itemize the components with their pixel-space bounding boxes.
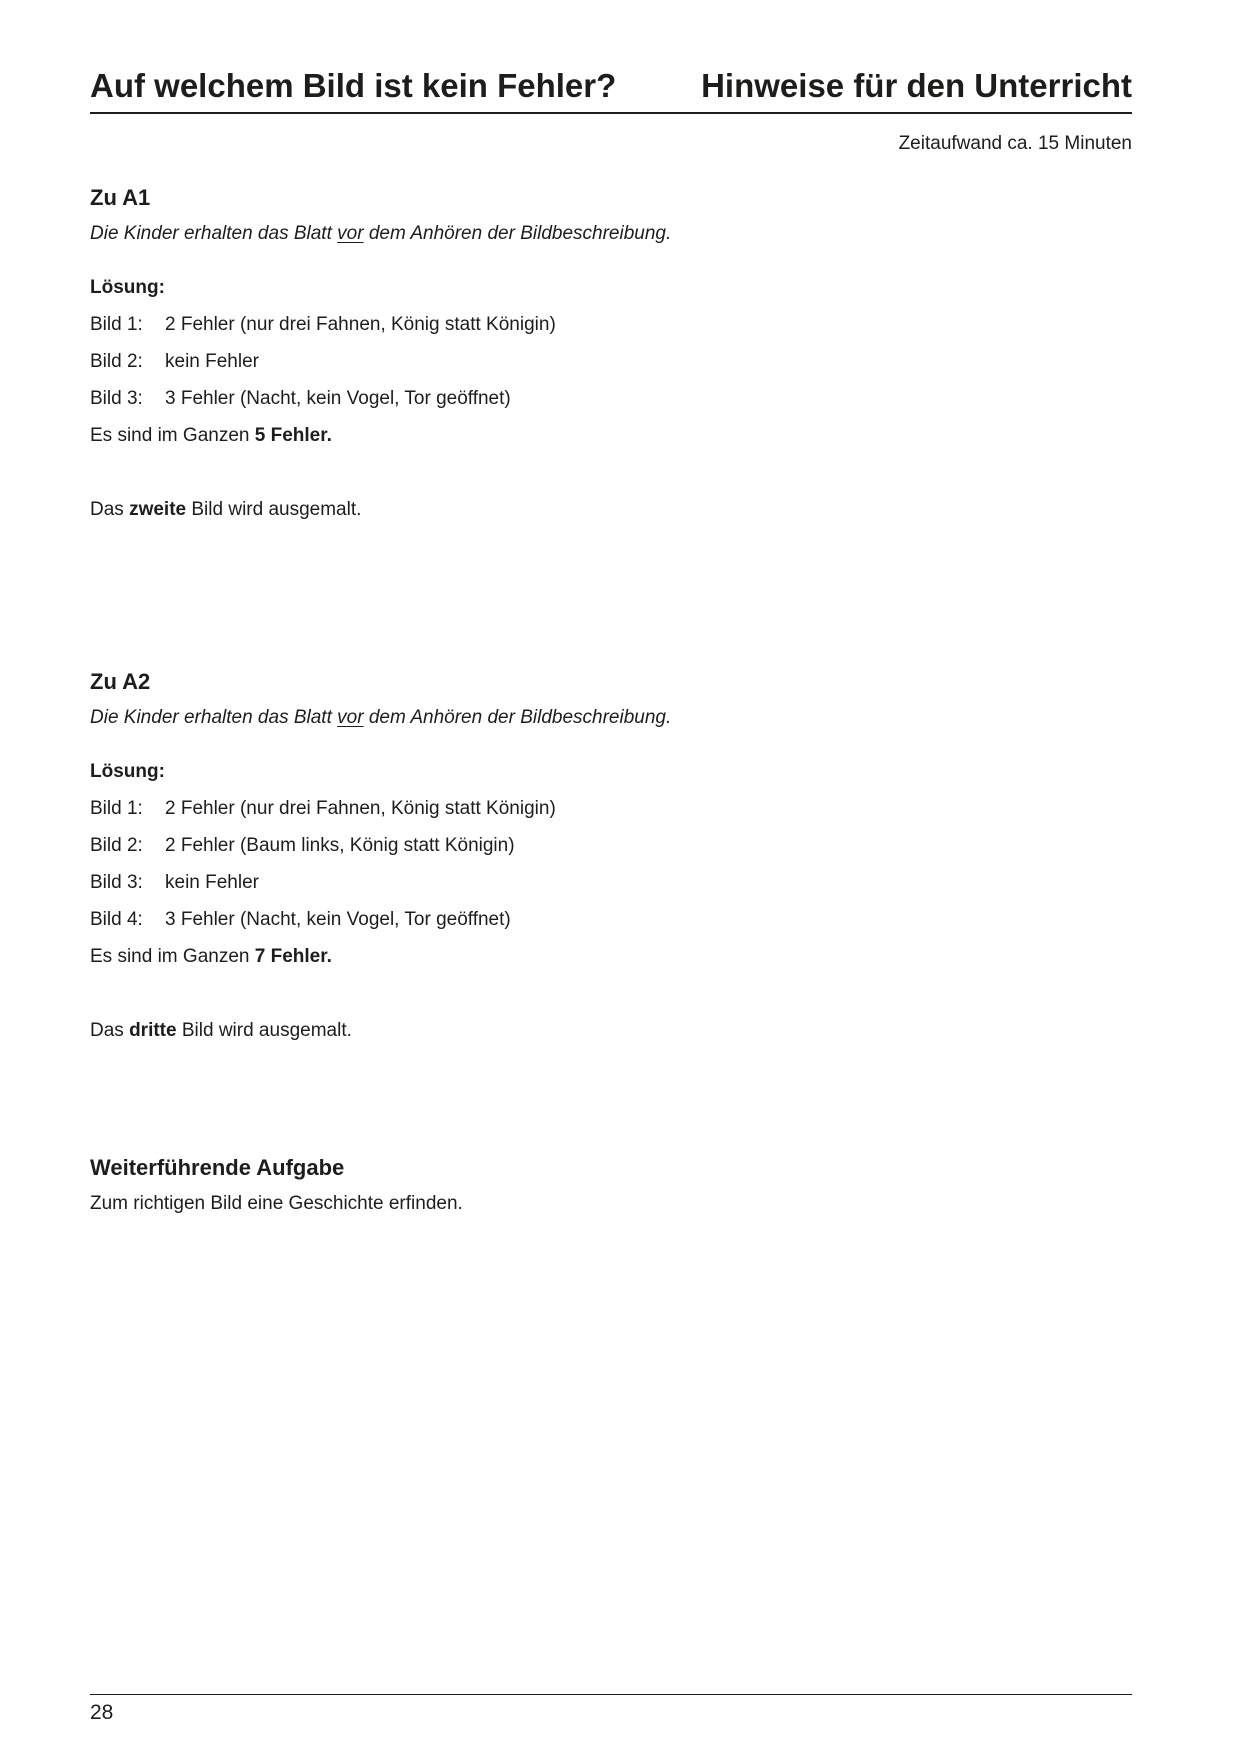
solution-item	[90, 907, 1132, 944]
page-header	[90, 66, 1132, 114]
section-a2	[90, 667, 1132, 1055]
error-total	[90, 423, 1132, 460]
picture-value: kein Fehler	[165, 351, 259, 372]
header-section-label: Hinweise für den Unterricht	[701, 67, 1132, 104]
time-estimate: Zeitaufwand ca. 15 Minuten	[898, 133, 1132, 154]
intro-underlined-word: vor	[337, 223, 364, 244]
picture-value: 2 Fehler (Baum links, König statt Königin)	[165, 835, 515, 856]
total-prefix: Es sind im Ganzen	[90, 425, 255, 446]
footer-divider	[90, 1694, 1132, 1695]
solution-label: Lösung:	[90, 761, 165, 782]
picture-key: Bild 2:	[90, 351, 143, 372]
coloring-instruction	[90, 497, 1132, 534]
solution-label: Lösung:	[90, 277, 165, 298]
coloring-suffix: Bild wird ausgemalt.	[176, 1020, 352, 1041]
coloring-ordinal: dritte	[129, 1020, 177, 1041]
further-task-text: Zum richtigen Bild eine Geschichte erfinden.	[90, 1193, 463, 1214]
section-a1	[90, 183, 1132, 534]
picture-key: Bild 1:	[90, 314, 143, 335]
coloring-prefix: Das	[90, 499, 130, 520]
solution-item	[90, 870, 1132, 907]
picture-key: Bild 3:	[90, 388, 143, 409]
further-task-title: Weiterführende Aufgabe	[90, 1155, 345, 1180]
intro-text: Die Kinder erhalten das Blatt	[90, 707, 338, 728]
page-number: 28	[90, 1701, 114, 1724]
picture-value: 2 Fehler (nur drei Fahnen, König statt Königin)	[165, 798, 556, 819]
total-prefix: Es sind im Ganzen	[90, 946, 255, 967]
coloring-ordinal: zweite	[129, 499, 187, 520]
intro-text: Die Kinder erhalten das Blatt	[90, 223, 338, 244]
section-title: Zu A1	[90, 185, 151, 210]
picture-value: 2 Fehler (nur drei Fahnen, König statt Königin)	[165, 314, 556, 335]
coloring-instruction	[90, 1018, 1132, 1055]
section-intro	[90, 221, 1132, 275]
document-page	[90, 0, 1132, 1754]
intro-text: dem Anhören der Bildbeschreibung.	[363, 223, 672, 244]
solution-item	[90, 796, 1132, 833]
worksheet-title: Auf welchem Bild ist kein Fehler?	[90, 67, 617, 104]
intro-underlined-word: vor	[337, 707, 364, 728]
error-total	[90, 944, 1132, 981]
coloring-suffix: Bild wird ausgemalt.	[186, 499, 362, 520]
intro-text: dem Anhören der Bildbeschreibung.	[363, 707, 672, 728]
picture-key: Bild 1:	[90, 798, 143, 819]
section-intro	[90, 705, 1132, 759]
solution-item	[90, 312, 1132, 349]
further-task-section	[90, 1153, 1132, 1217]
coloring-prefix: Das	[90, 1020, 130, 1041]
total-count: 5 Fehler.	[254, 425, 332, 446]
section-title: Zu A2	[90, 669, 151, 694]
solution-item	[90, 349, 1132, 386]
picture-key: Bild 2:	[90, 835, 143, 856]
picture-key: Bild 3:	[90, 872, 143, 893]
total-count: 7 Fehler.	[254, 946, 332, 967]
picture-value: 3 Fehler (Nacht, kein Vogel, Tor geöffnet)	[165, 909, 511, 930]
picture-key: Bild 4:	[90, 909, 143, 930]
picture-value: 3 Fehler (Nacht, kein Vogel, Tor geöffnet)	[165, 388, 511, 409]
solution-item	[90, 833, 1132, 870]
picture-value: kein Fehler	[165, 872, 259, 893]
solution-item	[90, 386, 1132, 423]
